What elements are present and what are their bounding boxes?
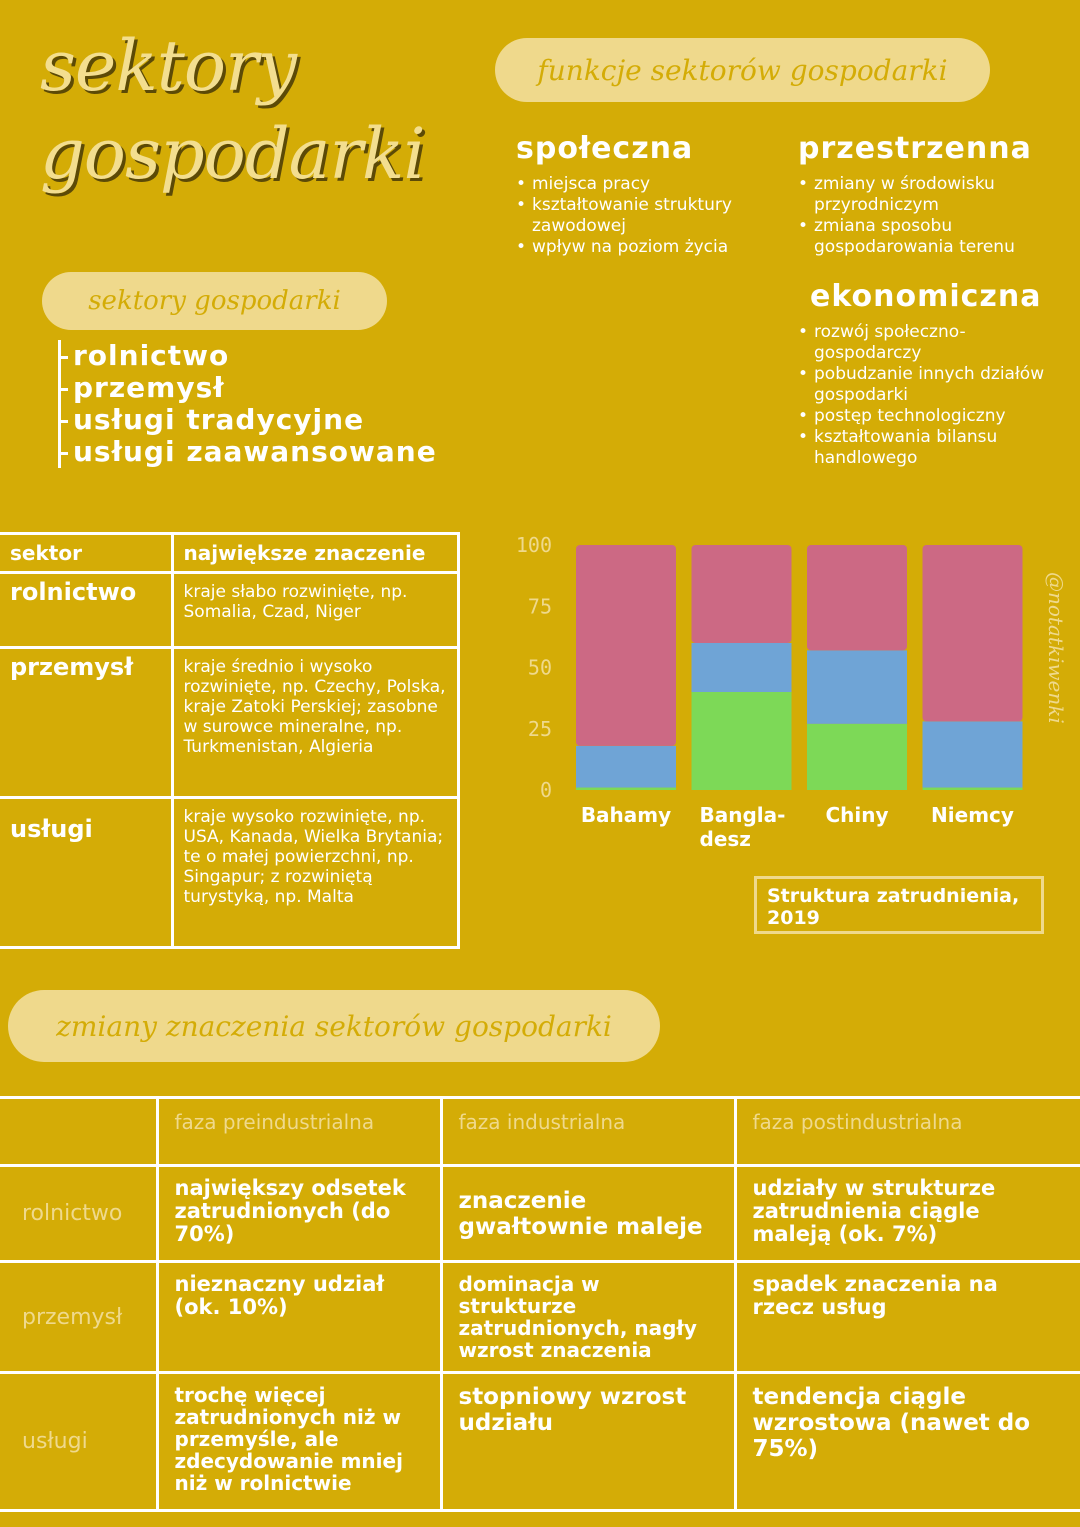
table-row <box>0 1262 1080 1373</box>
list-item: • pobudzanie innych działów gospodarki <box>798 364 1060 406</box>
function-economic <box>798 280 1060 469</box>
list-item: przemysł <box>73 372 437 404</box>
signature <box>1026 572 1080 732</box>
bar-stack <box>923 545 1023 790</box>
table-header-cell: największe znaczenie <box>172 534 459 573</box>
list-item: • wpływ na poziom życia <box>516 237 786 258</box>
table-cell-text: kraje słabo rozwinięte, np. Somalia, Czad, Niger <box>172 573 459 648</box>
list-item: • kształtowania bilansu handlowego <box>798 427 1060 469</box>
table-row <box>0 648 459 798</box>
table-cell: spadek znaczenia na rzecz usług <box>735 1262 1080 1373</box>
table-row <box>0 1166 1080 1262</box>
function-spatial <box>798 132 1060 258</box>
functions-heading: funkcje sektorów gospodarki <box>495 38 990 102</box>
table-cell: największy odsetek zatrudnionych (do 70%) <box>157 1166 441 1262</box>
function-spatial-list <box>798 174 1060 258</box>
sectors-heading: sektory gospodarki <box>42 272 387 330</box>
list-item: usługi zaawansowane <box>73 435 437 468</box>
sectors-list <box>58 340 437 468</box>
bar-stack <box>692 545 792 790</box>
bar-segment <box>576 788 676 790</box>
bar-segment <box>692 545 792 643</box>
table-cell: udziały w strukturze zatrudnienia ciągle maleją (ok. 7%) <box>735 1166 1080 1262</box>
table-cell-text: kraje wysoko rozwinięte, np. USA, Kanada, Wielka Brytania; te o małej powierzchni, np. Singapur; z rozwiniętą turystyką, np. Malta <box>172 798 459 948</box>
phases-table <box>0 1096 1080 1512</box>
table-header-row <box>0 534 459 573</box>
bar-stack <box>807 545 907 790</box>
function-social-list <box>516 174 786 258</box>
table-cell: stopniowy wzrost udziału <box>441 1373 735 1511</box>
bar-segment <box>923 721 1023 787</box>
table-cell: trochę więcej zatrudnionych niż w przemyśle, ale zdecydowanie mniej niż w rolnictwie <box>157 1373 441 1511</box>
bar-segment <box>576 746 676 788</box>
x-tick-label: Niemcy <box>931 803 1014 827</box>
table-row <box>0 573 459 648</box>
y-tick-label: 75 <box>527 594 552 619</box>
changes-heading: zmiany znaczenia sektorów gospodarki <box>8 990 660 1062</box>
list-item: • rozwój społeczno-gospodarczy <box>798 322 1060 364</box>
table-cell-text: kraje średnio i wysoko rozwinięte, np. Czechy, Polska, kraje Zatoki Perskiej; zasobne w surowce mineralne, np. Turkmenistan, Algieria <box>172 648 459 798</box>
table-header-cell: faza postindustrialna <box>735 1098 1080 1166</box>
bar-segment <box>923 788 1023 790</box>
list-item: • zmiana sposobu gospodarowania terenu <box>798 216 1060 258</box>
function-spatial-title: przestrzenna <box>798 131 1032 166</box>
page-title-line1: sektory <box>40 25 297 107</box>
employment-chart <box>500 525 1040 865</box>
bar-segment <box>692 643 792 692</box>
chart-caption: Struktura zatrudnienia, 2019 <box>754 876 1044 934</box>
x-tick-label: Bahamy <box>580 803 672 827</box>
bar-segment <box>807 724 907 790</box>
table-cell: znaczenie gwałtownie maleje <box>441 1166 735 1262</box>
function-social <box>516 132 786 258</box>
function-economic-title: ekonomiczna <box>810 279 1042 314</box>
y-tick-label: 25 <box>527 716 552 741</box>
page-title <box>40 22 460 198</box>
y-tick-label: 0 <box>539 778 552 802</box>
list-item: • zmiany w środowisku przyrodniczym <box>798 174 1060 216</box>
table-cell: dominacja w strukturze zatrudnionych, nagły wzrost znaczenia <box>441 1262 735 1373</box>
table-cell-sector: usługi <box>0 798 172 948</box>
table-cell-sector: przemysł <box>0 648 172 798</box>
table-cell: nieznaczny udział (ok. 10%) <box>157 1262 441 1373</box>
signature-text: @notatkiwenki <box>1044 572 1068 724</box>
function-economic-list <box>798 322 1060 469</box>
table-header-row <box>0 1098 1080 1166</box>
table-cell-sector: usługi <box>0 1373 157 1511</box>
table-cell-sector: przemysł <box>0 1262 157 1373</box>
table-header-cell: faza preindustrialna <box>157 1098 441 1166</box>
table-header-cell: faza industrialna <box>441 1098 735 1166</box>
table-cell: tendencja ciągle wzrostowa (nawet do 75%) <box>735 1373 1080 1511</box>
page-title-line2: gospodarki <box>40 113 425 195</box>
table-header-cell <box>0 1098 157 1166</box>
table-header-cell: sektor <box>0 534 172 573</box>
bar-segment <box>692 692 792 790</box>
y-tick-label: 50 <box>527 655 552 680</box>
list-item: rolnictwo <box>73 340 437 372</box>
x-tick-label: Bangla- <box>699 803 786 827</box>
x-tick-label: Chiny <box>825 803 889 827</box>
list-item: • postęp technologiczny <box>798 406 1060 427</box>
bar-segment <box>807 545 907 650</box>
function-social-title: społeczna <box>516 131 694 166</box>
list-item: • miejsca pracy <box>516 174 786 195</box>
list-item: usługi tradycyjne <box>73 404 437 436</box>
bar-segment <box>923 545 1023 721</box>
table-row <box>0 798 459 948</box>
bar-segment <box>807 650 907 724</box>
table-cell-sector: rolnictwo <box>0 573 172 648</box>
y-tick-label: 100 <box>515 533 552 557</box>
table-row <box>0 1373 1080 1511</box>
bar-segment <box>576 545 676 746</box>
list-item: • kształtowanie struktury zawodowej <box>516 195 786 237</box>
x-tick-label: desz <box>699 827 751 851</box>
table-cell-sector: rolnictwo <box>0 1166 157 1262</box>
bar-stack <box>576 545 676 790</box>
sector-table <box>0 532 460 949</box>
